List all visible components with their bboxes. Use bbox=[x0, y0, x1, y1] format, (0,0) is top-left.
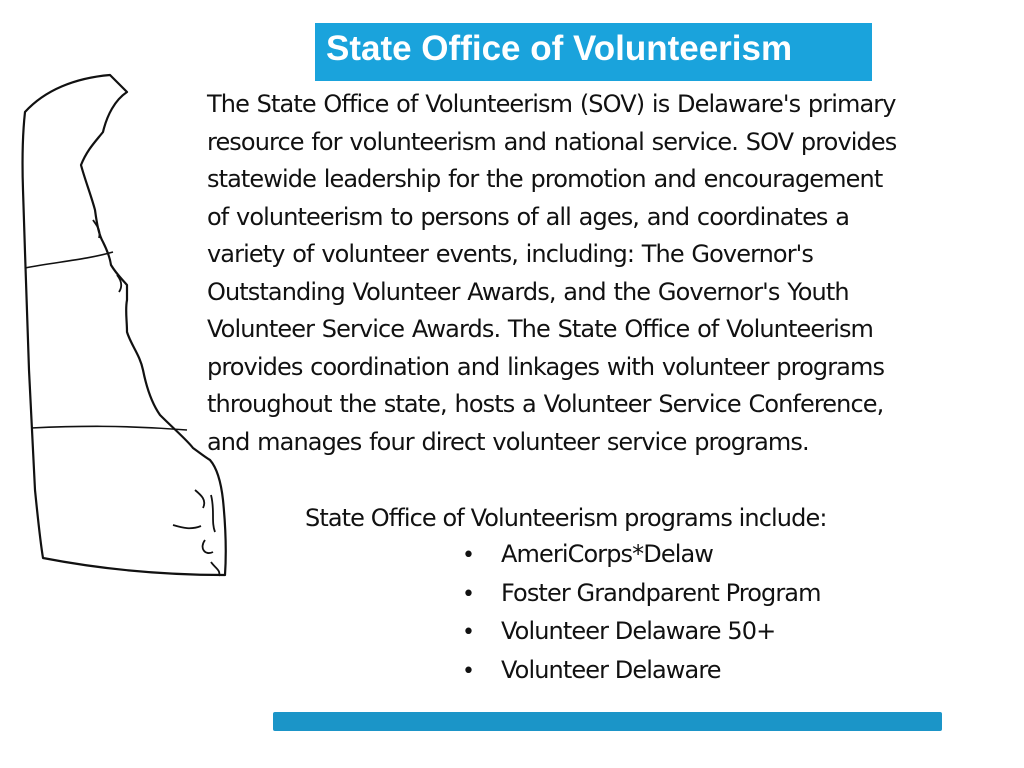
intro-paragraph: The State Office of Volunteerism (SOV) is Delaware's primary resource for volunteerism and national service. SOV provides statewide leadership for the promotion and encouragement of volunteerism to persons of all ages, and coordinates a variety of volunteer events, including: The Governor's Outstanding Volunteer Awards, and the Governor's Youth Volunteer Service Awards. The State Office of Volunteerism provides coordination and linkages with volunteer programs throughout the state, hosts a Volunteer Service Conference, and manages four direct volunteer service programs. bbox=[207, 90, 897, 456]
bullet-icon: • bbox=[462, 543, 475, 568]
bullet-icon: • bbox=[462, 620, 475, 645]
program-label: AmeriCorps*Delaw bbox=[501, 540, 713, 568]
program-list bbox=[462, 536, 821, 690]
state-outline bbox=[23, 75, 226, 575]
program-label: Foster Grandparent Program bbox=[501, 578, 821, 607]
delaware-state-map-icon bbox=[15, 70, 230, 585]
program-label: Volunteer Delaware 50+ bbox=[501, 617, 776, 645]
list-item bbox=[462, 613, 821, 652]
footer-accent-bar bbox=[273, 712, 942, 731]
list-item bbox=[462, 652, 821, 691]
title-banner bbox=[315, 23, 872, 81]
program-label: Volunteer Delaware bbox=[501, 655, 721, 684]
list-item bbox=[462, 536, 821, 575]
bullet-icon: • bbox=[462, 581, 475, 607]
list-item bbox=[462, 575, 821, 614]
bullet-icon: • bbox=[462, 658, 475, 684]
page-title: State Office of Volunteerism bbox=[326, 29, 793, 68]
programs-heading: State Office of Volunteerism programs include: bbox=[305, 504, 827, 532]
